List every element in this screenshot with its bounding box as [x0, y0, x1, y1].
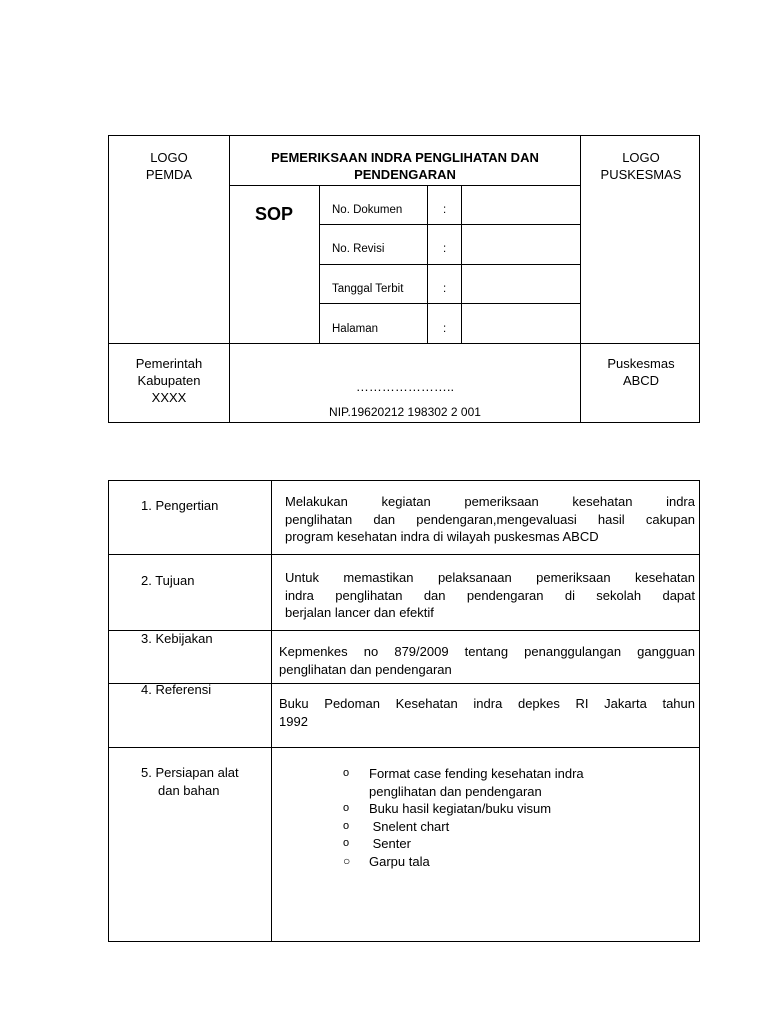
sop-label: SOP — [254, 204, 293, 224]
divider — [229, 185, 581, 186]
puskesmas-name: Puskesmas ABCD — [607, 356, 675, 388]
bullet-icon: o — [343, 767, 350, 779]
list-item: o Snelent chart — [343, 818, 450, 834]
field-label-no-revisi: No. Revisi — [332, 243, 385, 255]
field-label-tanggal-terbit: Tanggal Terbit — [332, 283, 404, 295]
bullet-icon: o — [343, 819, 350, 832]
document-title: PEMERIKSAAN INDRA PENGLIHATAN DAN PENDENGARAN — [271, 150, 539, 182]
divider — [319, 224, 581, 225]
section-text-referensi: Buku Pedoman Kesehatan indra depkes RI Jakarta tahun 1992 — [279, 696, 695, 729]
list-item: o Format case fending kesehatan indra penglihatan dan pendengaran — [343, 766, 584, 799]
list-item: o Buku hasil kegiatan/buku visum — [343, 801, 552, 816]
pemerintah-kabupaten: Pemerintah Kabupaten XXXX — [135, 356, 203, 405]
field-separator: : — [443, 323, 447, 335]
sop-header-table — [108, 135, 700, 423]
field-separator: : — [443, 204, 447, 216]
sop-content-table — [108, 480, 700, 942]
divider — [109, 554, 700, 555]
section-label-persiapan: 5. Persiapan alat dan bahan — [141, 765, 239, 798]
divider — [109, 747, 700, 748]
divider — [271, 481, 272, 942]
divider — [319, 264, 581, 265]
section-text-tujuan: Untuk memastikan pelaksanaan pemeriksaan kesehatan indra penglihatan dan pendengaran di sekolah dapat berjalan lancer dan efektif — [285, 570, 695, 620]
section-text-pengertian: Melakukan kegiatan pemeriksaan kesehatan indra penglihatan dan pendengaran,mengevaluasi hasil cakupan program kesehatan indra di wilayah puskesmas ABCD — [285, 494, 695, 544]
signature-placeholder: ………………….. — [355, 379, 455, 394]
field-label-halaman: Halaman — [332, 323, 379, 335]
field-separator: : — [443, 243, 447, 255]
bullet-icon: ○ — [343, 853, 351, 868]
section-label-referensi: 4. Referensi — [141, 682, 212, 697]
field-separator: : — [443, 283, 447, 295]
nip-number: NIP.19620212 198302 2 001 — [329, 405, 481, 419]
divider — [109, 343, 700, 344]
bullet-icon: o — [343, 802, 350, 814]
logo-puskesmas: LOGO PUSKESMAS — [600, 150, 682, 182]
persiapan-list — [343, 765, 643, 870]
section-label-kebijakan: 3. Kebijakan — [141, 631, 213, 646]
bullet-icon: o — [343, 837, 350, 849]
section-label-pengertian: 1. Pengertian — [141, 498, 219, 513]
divider — [319, 303, 581, 304]
list-item: ○ Garpu tala — [343, 853, 430, 869]
list-item: o Senter — [343, 836, 411, 851]
section-label-tujuan: 2. Tujuan — [141, 573, 195, 588]
field-label-no-dokumen: No. Dokumen — [332, 204, 403, 216]
section-text-kebijakan: Kepmenkes no 879/2009 tentang penanggulangan gangguan penglihatan dan pendengaran — [279, 644, 695, 677]
logo-pemda: LOGO PEMDA — [145, 150, 193, 182]
